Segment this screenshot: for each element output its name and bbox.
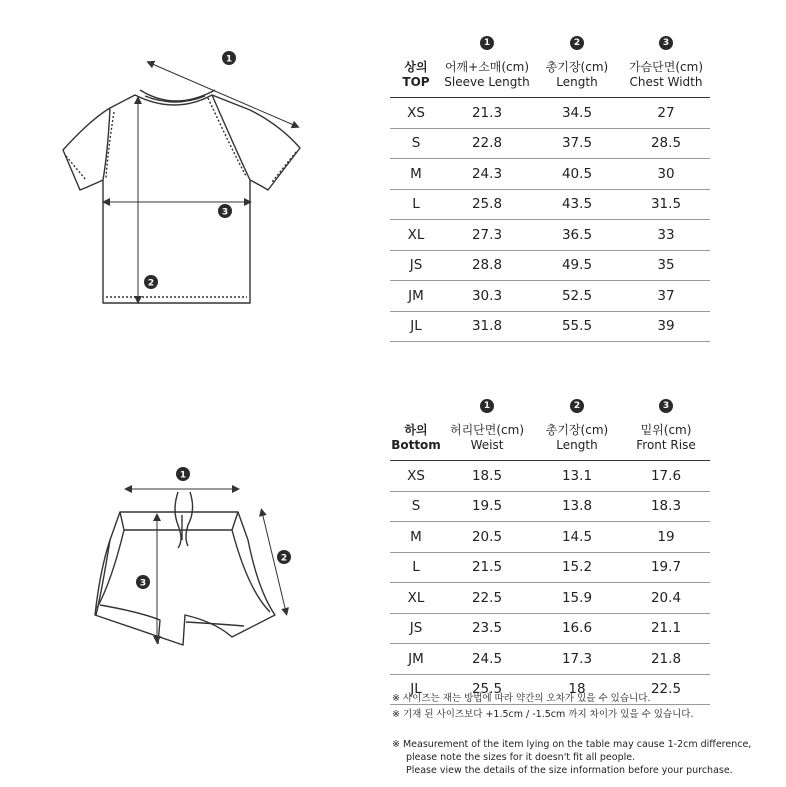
table-row (390, 461, 710, 492)
shirt-marker-2 (144, 275, 158, 289)
value-cell: 39 (622, 311, 710, 342)
korean-notes (392, 692, 694, 721)
bottom-table-numbers-row (390, 393, 710, 413)
table-row (390, 220, 710, 251)
column-number-badge: 2 (570, 399, 584, 413)
note-line: ※ 사이즈는 재는 방법에 따라 약간의 오차가 있을 수 있습니다. (392, 693, 651, 704)
note-line: ※ 기재 된 사이즈보다 +1.5cm / -1.5cm 까지 차이가 있을 수 있습니다. (392, 709, 694, 720)
note-line: ※ Measurement of the item lying on the table may cause 1-2cm difference, (392, 739, 752, 750)
size-cell: S (390, 128, 442, 159)
table-row (390, 522, 710, 553)
column-header-en: Chest Width (629, 75, 703, 89)
value-cell: 18 (532, 674, 622, 705)
value-cell: 17.6 (622, 461, 710, 492)
english-notes (392, 738, 751, 777)
table-row (390, 250, 710, 281)
column-header-en: Weist (470, 438, 504, 452)
table-row (390, 583, 710, 614)
top-size-table (390, 30, 710, 342)
value-cell: 16.6 (532, 613, 622, 644)
value-cell: 20.5 (442, 522, 532, 553)
value-cell: 55.5 (532, 311, 622, 342)
value-cell: 27 (622, 98, 710, 129)
value-cell: 14.5 (532, 522, 622, 553)
table-row (390, 281, 710, 312)
bottom-size-table (390, 393, 710, 705)
size-cell: XS (390, 98, 442, 129)
column-header-en: Length (556, 75, 598, 89)
value-cell: 25.8 (442, 189, 532, 220)
column-header-ko: 허리단면(cm) (449, 423, 525, 437)
value-cell: 37.5 (532, 128, 622, 159)
table-row (390, 552, 710, 583)
tshirt-drawing (63, 90, 300, 303)
value-cell: 18.5 (442, 461, 532, 492)
shirt-marker-3 (218, 204, 232, 218)
svg-text:3: 3 (221, 207, 229, 218)
value-cell: 25.5 (442, 674, 532, 705)
column-header-ko: 총기장(cm) (545, 60, 609, 74)
table-row (390, 644, 710, 675)
top-category-en: TOP (402, 75, 430, 89)
value-cell: 43.5 (532, 189, 622, 220)
value-cell: 22.8 (442, 128, 532, 159)
bottom-category-ko: 하의 (404, 423, 428, 437)
value-cell: 18.3 (622, 491, 710, 522)
size-cell: JM (390, 644, 442, 675)
table-row (390, 159, 710, 190)
size-cell: XL (390, 220, 442, 251)
shorts-marker-2 (277, 550, 291, 564)
table-row (390, 491, 710, 522)
value-cell: 49.5 (532, 250, 622, 281)
value-cell: 40.5 (532, 159, 622, 190)
value-cell: 19 (622, 522, 710, 553)
value-cell: 35 (622, 250, 710, 281)
value-cell: 24.3 (442, 159, 532, 190)
column-number-badge: 2 (570, 36, 584, 50)
shorts-marker-1 (176, 467, 190, 481)
value-cell: 21.3 (442, 98, 532, 129)
value-cell: 37 (622, 281, 710, 312)
svg-text:1: 1 (225, 54, 233, 65)
table-row (390, 128, 710, 159)
svg-text:2: 2 (147, 278, 155, 289)
value-cell: 20.4 (622, 583, 710, 614)
column-number-badge: 3 (659, 36, 673, 50)
value-cell: 36.5 (532, 220, 622, 251)
top-table-header-row (390, 50, 710, 98)
value-cell: 15.9 (532, 583, 622, 614)
svg-text:2: 2 (280, 553, 288, 564)
note-line: please note the sizes for it doesn't fit all people. (406, 752, 636, 763)
table-row (390, 613, 710, 644)
top-table-numbers-row (390, 30, 710, 50)
table-row (390, 189, 710, 220)
value-cell: 31.8 (442, 311, 532, 342)
size-cell: XL (390, 583, 442, 614)
size-cell: JS (390, 613, 442, 644)
value-cell: 31.5 (622, 189, 710, 220)
size-cell: L (390, 552, 442, 583)
value-cell: 17.3 (532, 644, 622, 675)
shorts-marker-3 (136, 575, 150, 589)
value-cell: 33 (622, 220, 710, 251)
value-cell: 28.8 (442, 250, 532, 281)
table-row (390, 311, 710, 342)
column-number-badge: 3 (659, 399, 673, 413)
value-cell: 24.5 (442, 644, 532, 675)
column-header-en: Front Rise (636, 438, 696, 452)
column-header-en: Sleeve Length (444, 75, 530, 89)
svg-text:1: 1 (179, 470, 187, 481)
note-line: Please view the details of the size information before your purchase. (406, 765, 733, 776)
table-row (390, 98, 710, 129)
value-cell: 21.8 (622, 644, 710, 675)
value-cell: 22.5 (622, 674, 710, 705)
value-cell: 19.7 (622, 552, 710, 583)
size-cell: M (390, 159, 442, 190)
bottom-table-header-row (390, 413, 710, 461)
column-header-ko: 밑위(cm) (640, 423, 692, 437)
top-category-ko: 상의 (404, 60, 428, 74)
value-cell: 28.5 (622, 128, 710, 159)
shirt-marker-1 (222, 51, 236, 65)
size-cell: JM (390, 281, 442, 312)
size-cell: L (390, 189, 442, 220)
size-cell: JL (390, 311, 442, 342)
size-cell: JL (390, 674, 442, 705)
value-cell: 13.8 (532, 491, 622, 522)
value-cell: 21.5 (442, 552, 532, 583)
svg-text:3: 3 (139, 578, 147, 589)
value-cell: 30 (622, 159, 710, 190)
shorts-drawing (95, 492, 275, 645)
value-cell: 19.5 (442, 491, 532, 522)
value-cell: 27.3 (442, 220, 532, 251)
value-cell: 30.3 (442, 281, 532, 312)
value-cell: 34.5 (532, 98, 622, 129)
value-cell: 13.1 (532, 461, 622, 492)
size-cell: S (390, 491, 442, 522)
sleeve-length-measure-line (150, 63, 296, 126)
size-cell: JS (390, 250, 442, 281)
value-cell: 15.2 (532, 552, 622, 583)
value-cell: 52.5 (532, 281, 622, 312)
value-cell: 22.5 (442, 583, 532, 614)
size-cell: XS (390, 461, 442, 492)
value-cell: 21.1 (622, 613, 710, 644)
column-number-badge: 1 (480, 399, 494, 413)
size-cell: M (390, 522, 442, 553)
value-cell: 23.5 (442, 613, 532, 644)
bottom-category-en: Bottom (391, 438, 441, 452)
column-header-ko: 총기장(cm) (545, 423, 609, 437)
column-header-ko: 가슴단면(cm) (628, 60, 704, 74)
column-header-en: Length (556, 438, 598, 452)
column-number-badge: 1 (480, 36, 494, 50)
column-header-ko: 어깨+소매(cm) (444, 60, 530, 74)
